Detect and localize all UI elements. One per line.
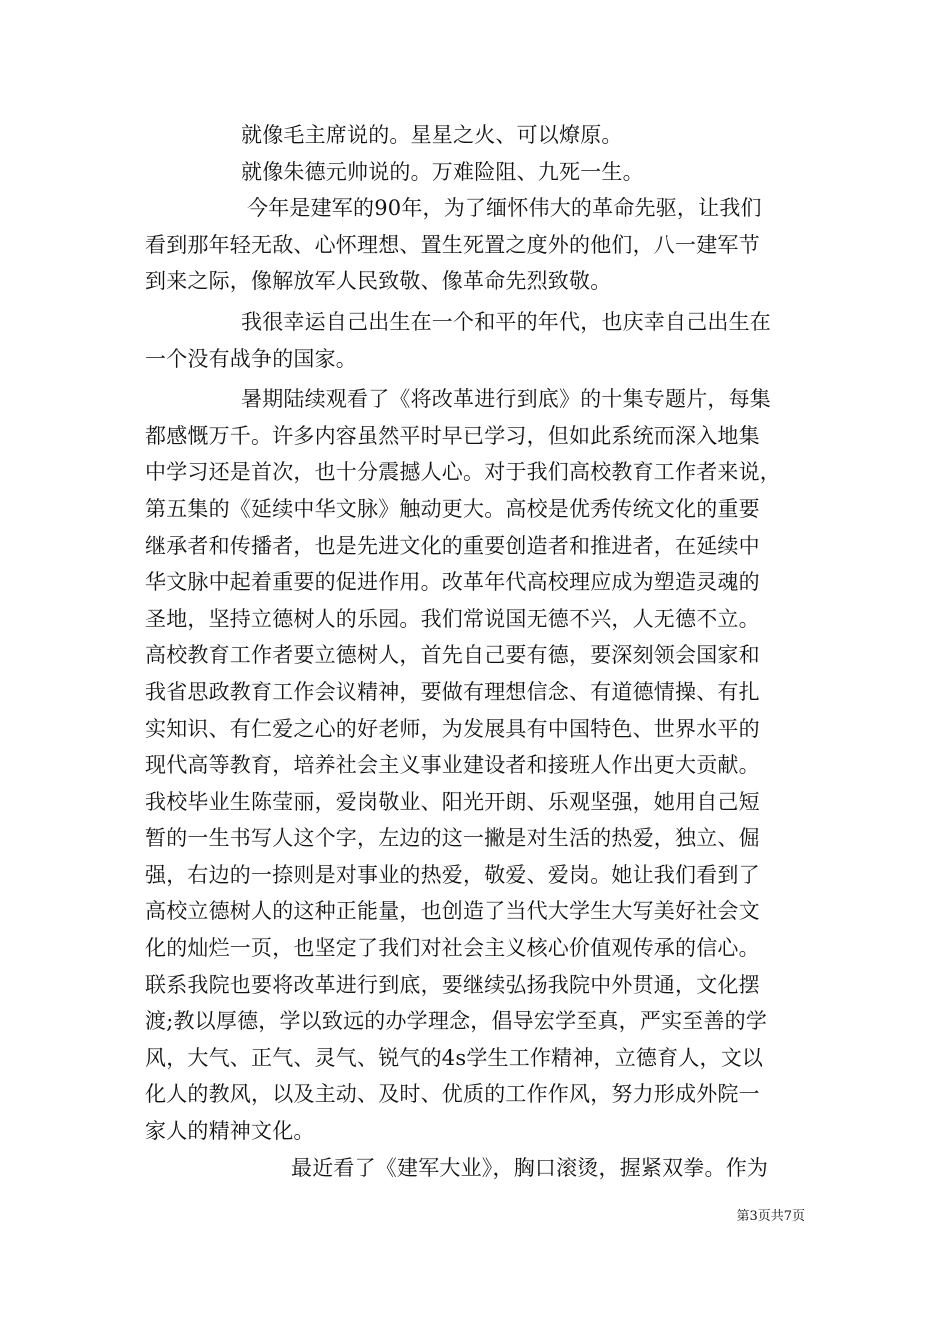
text-line: 联系我院也要将改革进行到底，要继续弘扬我院中外贯通，文化摆: [145, 972, 760, 997]
text-line: 中学习还是首次，也十分震撼人心。对于我们高校教育工作者来说，: [145, 460, 781, 485]
text-line: 一个没有战争的国家。: [145, 346, 357, 371]
text-line: 我校毕业生陈莹丽，爱岗敬业、阳光开朗、乐观坚强，她用自己短: [145, 789, 760, 814]
text-line: 化人的教风，以及主动、及时、优质的工作作风，努力形成外院一: [145, 1082, 760, 1107]
text-line: 我很幸运自己出生在一个和平的年代，也庆幸自己出生在: [241, 309, 771, 334]
text-line: 到来之际，像解放军人民致敬、像革命先烈致敬。: [145, 269, 612, 294]
text-line: 实知识、有仁爱之心的好老师，为发展具有中国特色、世界水平的: [145, 716, 760, 741]
text-line: 都感慨万千。许多内容虽然平时早已学习，但如此系统而深入地集: [145, 423, 760, 448]
text-line: 今年是建军的90年，为了缅怀伟大的革命先驱，让我们: [247, 196, 762, 221]
text-line: 就像毛主席说的。星星之火、可以燎原。: [241, 123, 623, 147]
text-line: 家人的精神文化。: [145, 1119, 315, 1144]
text-line: 高校教育工作者要立德树人，首先自己要有德，要深刻领会国家和: [145, 643, 760, 668]
text-line: 渡;教以厚德，学以致远的办学理念，倡导宏学至真，严实至善的学: [145, 1009, 768, 1034]
text-line: 华文脉中起着重要的促进作用。改革年代高校理应成为塑造灵魂的: [145, 570, 760, 595]
text-line: 强，右边的一捺则是对事业的热爱，敬爱、爱岗。她让我们看到了: [145, 862, 760, 887]
text-line: 最近看了《建军大业》，胸口滚烫，握紧双拳。作为: [291, 1155, 769, 1180]
text-line: 看到那年轻无敌、心怀理想、置生死置之度外的他们，八一建军节: [145, 232, 760, 257]
text-line: 暑期陆续观看了《将改革进行到底》的十集专题片，每集: [241, 387, 771, 412]
text-line: 我省思政教育工作会议精神，要做有理想信念、有道德情操、有扎: [145, 679, 760, 704]
page-number-footer: 第3页共7页: [736, 1209, 805, 1224]
text-line: 高校立德树人的这种正能量，也创造了当代大学生大写美好社会文: [145, 899, 760, 924]
text-line: 暂的一生书写人这个字，左边的这一撇是对生活的热爱，独立、倔: [145, 826, 760, 851]
text-line: 化的灿烂一页，也坚定了我们对社会主义核心价值观传承的信心。: [145, 936, 760, 961]
text-line: 风，大气、正气、灵气、锐气的4s学生工作精神，立德育人，文以: [145, 1045, 764, 1070]
text-line: 圣地，坚持立德树人的乐园。我们常说国无德不兴，人无德不立。: [145, 606, 760, 631]
document-body: [145, 117, 805, 1186]
text-line: 第五集的《延续中华文脉》触动更大。高校是优秀传统文化的重要: [145, 496, 760, 521]
text-line: 继承者和传播者，也是先进文化的重要创造者和推进者，在延续中: [145, 533, 760, 558]
text-line: 现代高等教育，培养社会主义事业建设者和接班人作出更大贡献。: [145, 753, 760, 778]
text-line: 就像朱德元帅说的。万难险阻、九死一生。: [241, 159, 644, 184]
